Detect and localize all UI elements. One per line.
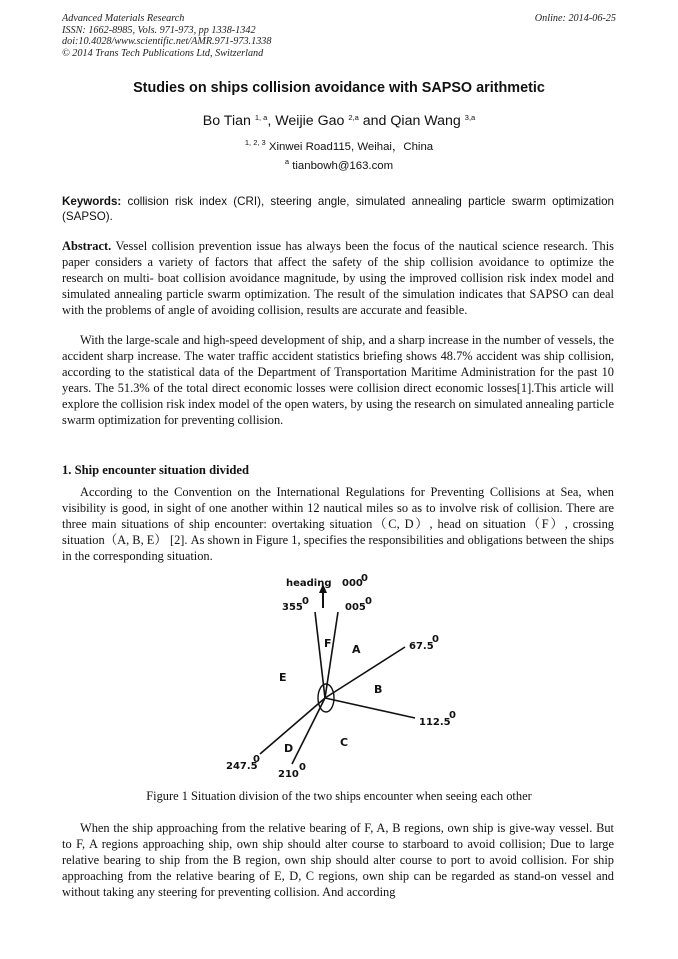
intro-paragraph: With the large-scale and high-speed development of ship, and a sharp increase in the number of vessels, the accident sharp increase. The water traffic accident statistics briefing shows 48.7% accident was ship collision, according to the statistical data of the Department of Transportation Maritime Administration for the past 10 years. The 51.3% of the total direct economic losses were collision direct economic losses[1].This article will explore the collision risk index model of the open waters, by using the research on simulated annealing particle swarm optimization for preventing collision. [62,333,614,427]
angle-label-000-deg: 0 [361,573,368,584]
encounter-diagram [220,572,460,782]
doi-line: doi:10.4028/www.scientific.net/AMR.971-973.1338 [62,36,272,48]
keywords-text: collision risk index (CRI), steering angle, simulated annealing particle swarm optimization (SAPSO). [62,195,614,223]
angle-label-210: 210 [278,769,299,780]
author-separator: , [267,113,272,129]
boundary-675 [325,647,405,698]
angle-label-2475: 247.5 [226,761,258,772]
angle-label-000: 000 [342,578,363,589]
angle-label-675-deg: 0 [432,634,439,645]
author-sup: 3,a [464,113,476,122]
affiliation-text: Xinwei Road115, Weihai，China [268,141,434,153]
angle-label-005-deg: 0 [365,596,372,607]
figure-caption: Figure 1 Situation division of the two ships encounter when seeing each other [146,789,532,803]
abstract-text: Vessel collision prevention issue has always been the focus of the nautical science research. This paper considers a variety of factors that affect the safety of the ship collision avoidance to optimize the research on multi- boat collision avoidance magnitude, by using the improved collision risk index model and simulated annealing particle swarm optimization. The result of the simulation indicates that SAPSO can deal with the problems of angle of avoiding collision, results are accurate and feasible. [62,239,614,317]
author-name: Qian Wang [390,113,461,129]
issn-line: ISSN: 1662-8985, Vols. 971-973, pp 1338-1342 [62,24,256,36]
angle-label-675: 67.5 [409,641,434,652]
paper-title: Studies on ships collision avoidance with SAPSO arithmetic [133,80,545,96]
zone-a: A [352,643,361,656]
author-name: Bo Tian [202,113,251,129]
copyright-line: © 2014 Trans Tech Publications Ltd, Switzerland [62,47,264,59]
angle-label-355: 355 [282,602,303,613]
abstract-block [62,239,614,319]
zone-b: B [374,683,383,696]
journal-name: Advanced Materials Research [62,13,185,24]
email-address[interactable]: tianbowh@163.com [292,160,394,172]
affiliation-sup: 1, 2, 3 [244,138,266,147]
angle-label-2475-deg: 0 [253,754,260,765]
angle-label-1125: 112.5 [419,717,451,728]
author-list [62,113,616,129]
keywords-label: Keywords: [62,195,122,208]
email-line [62,157,616,172]
author-name: Weijie Gao [275,113,345,129]
affiliation [62,138,616,154]
boundary-005 [325,612,338,698]
author-and: and [362,113,387,129]
section1-paragraph: According to the Convention on the International Regulations for Preventing Collisions at Sea, when visibility is good, in sight of one another within 12 nautical miles so as to involve risk of collision. There are three main situations of ship encounter: overtaking situation（C, D）, head on situation（F）, crossing situation（A, B, E） [2]. As shown in Figure 1, specifies the responsibilities and obligations between the ships in the corresponding situation. [62,485,614,563]
zone-d: D [284,742,294,755]
section-heading: 1. Ship encounter situation divided [62,463,249,477]
angle-label-005: 005 [345,602,366,613]
running-header [62,13,616,59]
angle-label-355-deg: 0 [302,596,309,607]
author-sup: 1, a [254,113,268,122]
post-figure-block [62,821,614,901]
journal-info [62,13,616,59]
boundary-1125 [325,698,415,718]
zone-e: E [279,671,287,684]
abstract-label: Abstract. [62,239,112,253]
post-figure-paragraph: When the ship approaching from the relative bearing of F, A, B regions, own ship is give-way vessel. But to F, A regions approaching ship, own ship should alter course to starboard to avoid collision; Due to large relative bearing to ship from the B region, own ship should alter course to port to avoid collision. For ship approaching from the relative bearing of E, D, C regions, own ship can be regarded as stand-on vessel and without taking any steering for preventing collision. And according [62,821,614,899]
angle-label-1125-deg: 0 [449,710,456,721]
section1-block [62,485,614,565]
heading-label: heading [286,578,332,589]
zone-f: F [324,637,332,650]
zone-c: C [340,736,349,749]
intro-block [62,333,614,428]
angle-label-210-deg: 0 [299,762,306,773]
keywords-block [62,194,614,224]
email-sup: a [284,157,290,166]
author-sup: 2,a [348,113,359,122]
online-date: Online: 2014-06-25 [534,13,616,24]
